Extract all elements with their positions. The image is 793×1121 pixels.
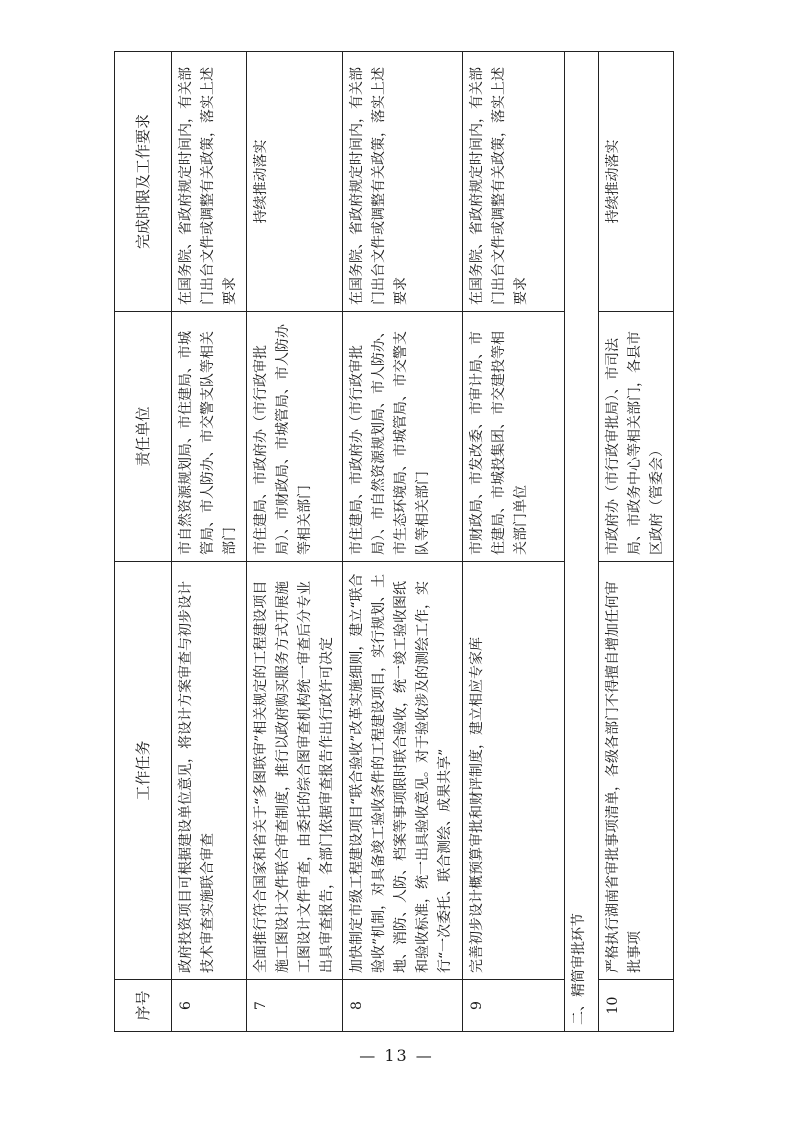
- row-deadline: 在国务院、省政府规定时间内，有关部门出台文件或调整有关政策，落实上述要求: [343, 52, 462, 312]
- row-task: 完善初步设计概预算审批和财评制度，建立相应专家库: [462, 562, 564, 980]
- row-deadline: 持续推动落实: [599, 52, 674, 312]
- section-heading: 二、精简审批环节: [564, 52, 599, 1032]
- row-number: 8: [343, 980, 462, 1032]
- table-row: [462, 52, 564, 1032]
- row-number: 9: [462, 980, 564, 1032]
- work-task-table: [114, 51, 674, 1032]
- rotated-table-page: [114, 52, 674, 1032]
- row-number: 10: [599, 980, 674, 1032]
- table-row: [343, 52, 462, 1032]
- page-number: — 13 —: [359, 1046, 434, 1065]
- table-row: [599, 52, 674, 1032]
- row-deadline: 在国务院、省政府规定时间内，有关部门出台文件或调整有关政策，落实上述要求: [462, 52, 564, 312]
- row-unit: 市财政局、市发改委、市审计局、市住建局、市城投集团、市交建投等相关部门单位: [462, 312, 564, 562]
- header-deadline: 完成时限及工作要求: [115, 52, 172, 312]
- section-row: [564, 52, 599, 1032]
- row-number: 6: [172, 980, 246, 1032]
- row-unit: 市住建局、市政府办（市行政审批局）、市自然资源规划局、市人防办、市生态环境局、市城管局、市交警支队等相关部门: [343, 312, 462, 562]
- row-unit: 市自然资源规划局、市住建局、市城管局、市人防办、市交警支队等相关部门: [172, 312, 246, 562]
- row-task: 全面推行符合国家和省关于“多图联审”相关规定的工程建设项目施工图设计文件联合审查制度，推行以政府购买服务方式开展施工图设计文件审查，由委托的综合图审查机构统一审查后分专业出具审查报告，各部门依据审查报告作出行政许可决定: [246, 562, 343, 980]
- table-header-row: [115, 52, 172, 1032]
- header-no: 序号: [115, 980, 172, 1032]
- header-task: 工作任务: [115, 562, 172, 980]
- row-number: 7: [246, 980, 343, 1032]
- row-deadline: 持续推动落实: [246, 52, 343, 312]
- row-unit: 市住建局、市政府办（市行政审批局）、市财政局、市城管局、市人防办等相关部门: [246, 312, 343, 562]
- row-deadline: 在国务院、省政府规定时间内，有关部门出台文件或调整有关政策，落实上述要求: [172, 52, 246, 312]
- table-row: [246, 52, 343, 1032]
- row-task: 加快制定市级工程建设项目“联合验收”改革实施细则，建立“联合验收”机制，对具备竣工验收条件的工程建设项目，实行规划、土地、消防、人防、档案等事项限时联合验收，统一竣工验收图纸和验收标准，统一出具验收意见。对于验收涉及的测绘工作，实行“一次委托、联合测绘、成果共享”: [343, 562, 462, 980]
- table-row: [172, 52, 246, 1032]
- row-task: 政府投资项目可根据建设单位意见，将设计方案审查与初步设计技术审查实施联合审查: [172, 562, 246, 980]
- row-unit: 市政府办（市行政审批局）、市司法局、市政务中心等相关部门，各县市区政府（管委会）: [599, 312, 674, 562]
- header-unit: 责任单位: [115, 312, 172, 562]
- row-task: 严格执行湖南省审批事项清单，各级各部门不得擅自增加任何审批事项: [599, 562, 674, 980]
